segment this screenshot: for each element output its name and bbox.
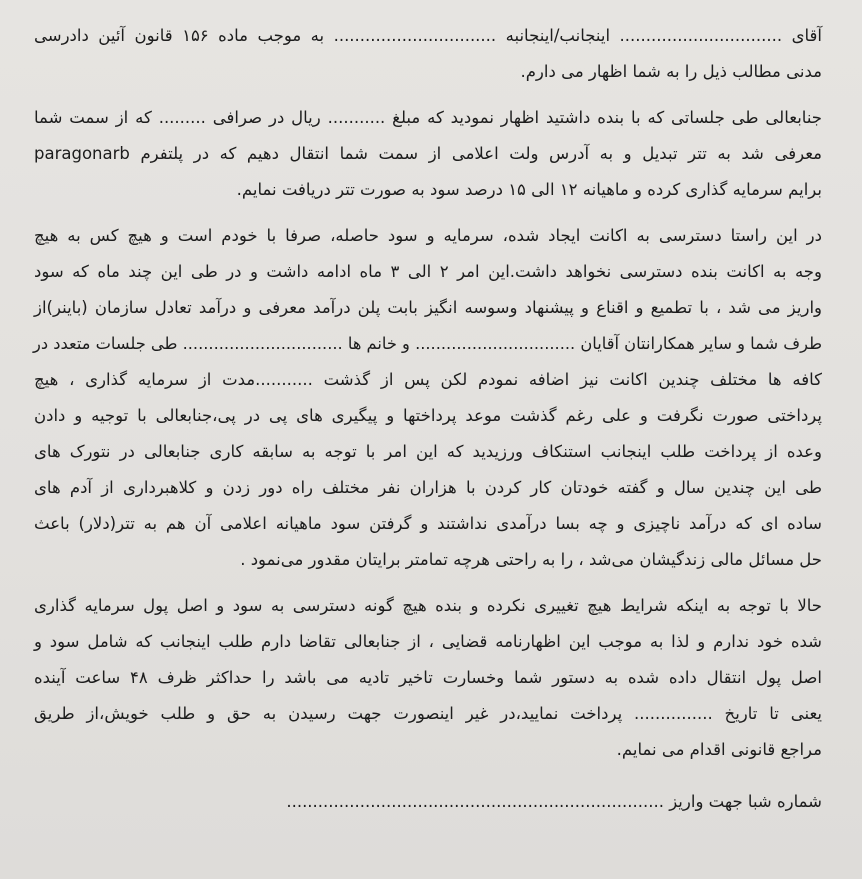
text-line: در این راستا دسترسی به اکانت ایجاد شده، سرمایه و سود حاصله، صرفا با خودم است و هیچ کس به هیچ: [34, 226, 822, 245]
text-line: پرداختی صورت نگرفت و علی رغم گذشت موعد پرداختها و پیگیری های پی در پی،جنابعالی با توجیه و دادن: [34, 406, 822, 425]
text-line: حل مسائل مالی زندگیشان می‌شد ، را به راحتی هرچه تمامتر برایتان مقدور می‌نمود .: [240, 550, 822, 569]
text-line: جنابعالی طی جلساتی که با بنده داشتید اظهار نمودید که مبلغ ........... ریال در صرافی ......... که از سمت شما: [34, 108, 822, 127]
text-line: ساده ای که درآمد ناچیزی و چه بسا درآمدی نداشتند و گرفتن سود ماهیانه اعلامی آن هم به تتر(دلار) باعث: [34, 514, 822, 533]
text-line: کافه ها مختلف چندین اکانت نیز اضافه نمودم لکن پس از گذشت ...........مدت از سرمایه گذاری ، هیچ: [34, 370, 822, 389]
paragraph-intro: [34, 18, 822, 90]
text-line: وعده از پرداخت طلب اینجانب استنکاف ورزیدید که این امر با توجه به سابقه کاری جنابعالی در نتورک های: [34, 442, 822, 461]
text-line: واریز می شد ، با تطمیع و اقناع و پیشنهاد وسوسه انگیز بابت پلن درآمد معرفی و درآمد تعادل سازمان (باینر)از: [34, 298, 822, 317]
text-line: وجه به اکانت بنده دسترسی نخواهد داشت.این امر ۲ الی ۳ ماه ادامه داشت و در طی این چند ماه که سود: [34, 262, 822, 281]
paragraph-account-details: [34, 218, 822, 578]
text-line: طی این چندین سال و گفته خودتان کار کردن با هزاران نفر مختلف راه دور زدن و کلاهبرداری از آدم های: [34, 478, 822, 497]
text-line: مدنی مطالب ذیل را به شما اظهار می دارم.: [520, 62, 822, 81]
text-line: حالا با توجه به اینکه شرایط هیچ تغییری نکرده و بنده هیچ گونه دسترسی به سود و اصل پول سرمایه گذاری: [34, 596, 822, 615]
text-line: اصل پول انتقال داده شده به دستور شما وخسارت تاخیر تادیه می باشد را حداکثر ظرف ۴۸ ساعت آینده: [34, 668, 822, 687]
text-line: شده خود ندارم و لذا به موجب این اظهارنامه قضایی ، از جنابعالی تقاضا دارم طلب اینجانب که شامل سود و: [34, 632, 822, 651]
text-line: یعنی تا تاریخ ............... پرداخت نمایید،در غیر اینصورت جهت رسیدن به حق و طلب خویش،از طریق: [34, 704, 822, 723]
paragraph-demand: [34, 588, 822, 768]
paragraph-investment: [34, 100, 822, 208]
text-line: معرفی شد به تتر تبدیل و به آدرس ولت اعلامی از سمت شما انتقال دهیم که در پلتفرم paragonarb: [34, 144, 822, 163]
text-line: برایم سرمایه گذاری کرده و ماهیانه ۱۲ الی ۱۵ درصد سود به صورت تتر دریافت نمایم.: [236, 180, 822, 199]
text-line: مراجع قانونی اقدام می نمایم.: [616, 740, 822, 759]
sheba-line: شماره شبا جهت واریز ........................................................................: [286, 792, 822, 811]
paragraph-sheba-number: [34, 784, 822, 820]
text-line: طرف شما و سایر همکارانتان آقایان ............................... و خانم ها ............................... طی جلسات متعدد در: [32, 334, 822, 353]
text-line: آقای ............................... اینجانب/اینجانبه ............................... به موجب ماده ۱۵۶ قانون آئین دادرسی: [34, 26, 822, 45]
